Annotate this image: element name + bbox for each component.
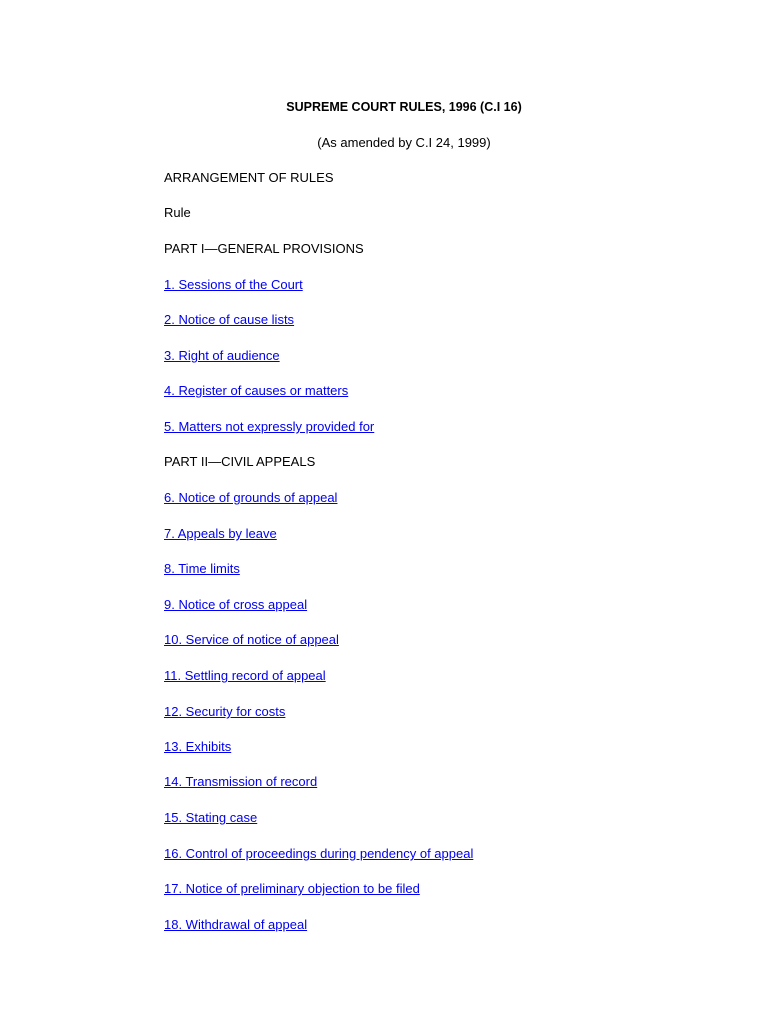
toc-link-rule-8[interactable]: 8. Time limits [164,561,240,576]
toc-link-rule-16[interactable]: 16. Control of proceedings during pendency of appeal [164,846,474,861]
document-title: SUPREME COURT RULES, 1996 (C.I 16) [286,100,522,114]
toc-link-rule-1[interactable]: 1. Sessions of the Court [164,277,303,292]
toc-link-rule-14[interactable]: 14. Transmission of record [164,774,318,789]
toc-link-rule-18[interactable]: 18. Withdrawal of appeal [164,917,308,932]
arrangement-heading: ARRANGEMENT OF RULES [164,170,334,185]
toc-link-rule-7[interactable]: 7. Appeals by leave [164,526,277,541]
toc-link-rule-15[interactable]: 15. Stating case [164,810,258,825]
toc-link-rule-17[interactable]: 17. Notice of preliminary objection to be filed [164,881,420,896]
rule-label: Rule [164,205,191,220]
toc-link-rule-3[interactable]: 3. Right of audience [164,348,280,363]
toc-link-rule-5[interactable]: 5. Matters not expressly provided for [164,419,375,434]
toc-link-rule-11[interactable]: 11. Settling record of appeal [164,668,326,683]
toc-link-rule-10[interactable]: 10. Service of notice of appeal [164,632,339,647]
part2-heading: PART II—CIVIL APPEALS [164,454,316,469]
toc-link-rule-4[interactable]: 4. Register of causes or matters [164,383,349,398]
toc-link-rule-6[interactable]: 6. Notice of grounds of appeal [164,490,338,505]
toc-link-rule-13[interactable]: 13. Exhibits [164,739,232,754]
document-subtitle: (As amended by C.I 24, 1999) [317,135,491,150]
toc-link-rule-2[interactable]: 2. Notice of cause lists [164,312,295,327]
toc-link-rule-12[interactable]: 12. Security for costs [164,704,286,719]
part1-heading: PART I—GENERAL PROVISIONS [164,241,364,256]
toc-link-rule-9[interactable]: 9. Notice of cross appeal [164,597,308,612]
